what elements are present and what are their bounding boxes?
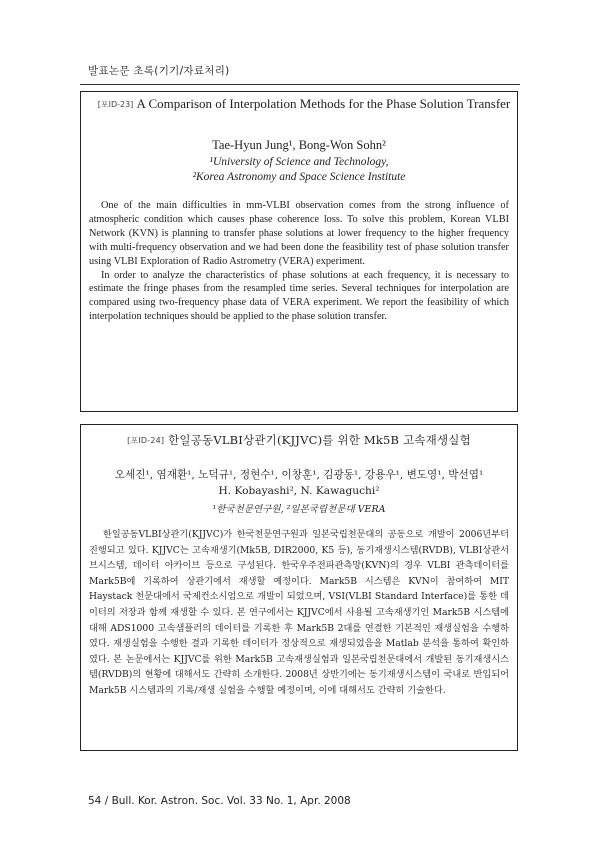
abstract-2-authors-line-2: H. Kobayashi², N. Kawaguchi²	[218, 485, 380, 497]
abstract-1-paragraph-2: In order to analyze the characteristics of phase solutions at each frequency, it is necessary to estimate the fringe phases from the resampled time series. Several techniques for interpolation are compared using two-frequency phase data of VERA experiment. We report the feasibility of which interpolation techniques should be applied to the phase solution transfer.	[89, 269, 509, 323]
abstract-2-paragraph: 한일공동VLBI상관기(KJJVC)가 한국천문연구원과 일본국립천문대의 공동으로 개발이 2006년부터 진행되고 있다. KJJVC는 고속재생기(Mk5B, DIR2000, K5 등), 동기재생시스템(RVDB), VLBI상관서브시스템, 데이터 아카이브 등으로 구성된다. 한국우주전파관측망(KVN)의 경우 VLBI 관측데이터를 Mark5B에 기록하여 상관기에서 재생할 예정이다. Mark5B 시스템은 KVN이 참여하여 MIT Haystack 천문대에서 국제컨소시엄으로 개발이 되었으며, VSI(VLBI Standard Interface)를 통한 데이터의 저장과 함께 재생할 수 있다. 본 연구에서는 KJJVC에서 사용될 고속재생기인 Mark5B 시스템에 대해 ADS1000 고속샘플러의 데이터를 기록한 후 Mark5B 2대를 연결한 기본적인 재생실험을 수행하였다. 재생실험을 수행한 결과 기록한 데이터가 정상적으로 재생되었음을 Matlab 분석을 통하여 확인하였다. 본 논문에서는 KJJVC를 위한 Mark5B 고속재생실험과 일본국립천문대에서 개발된 동기재생시스템(RVDB)의 현황에 대해서도 간략히 소개한다. 2008년 상반기에는 동기재생시스템이 국내로 반입되어 Mark5B 시스템과의 기록/재생 실험을 수행할 예정이며, 이에 대해서도 간략히 기술한다.	[89, 529, 509, 696]
abstract-2-title: 한일공동VLBI상관기(KJJVC)를 위한 Mk5B 고속재생실험	[168, 433, 471, 447]
page-footer: 54 / Bull. Kor. Astron. Soc. Vol. 33 No. 1, Apr. 2008	[88, 795, 351, 807]
abstract-1-title-block	[93, 96, 515, 113]
abstract-1-title: A Comparison of Interpolation Methods for the Phase Solution Transfer	[136, 96, 511, 111]
abstract-1-affiliations	[81, 155, 517, 185]
section-header: 발표논문 초록(기기/자료처리)	[88, 65, 230, 77]
abstract-2-body	[89, 527, 509, 699]
abstract-1-affiliation-1: ¹University of Science and Technology,	[209, 156, 389, 168]
abstract-1-affiliation-2: ²Korea Astronomy and Space Science Institute	[192, 171, 406, 183]
abstract-2-title-block	[81, 432, 517, 448]
header-rule	[80, 84, 520, 85]
abstract-1-tag: [포ID-23]	[97, 100, 134, 109]
abstract-2-authors	[83, 467, 515, 499]
abstract-1-authors: Tae-Hyun Jung¹, Bong-Won Sohn²	[212, 138, 386, 152]
abstract-1-body	[89, 199, 509, 324]
abstract-box-2	[80, 424, 518, 751]
abstract-2-authors-line-1: 오세진¹, 염재환¹, 노덕규¹, 정현수¹, 이창훈¹, 김광동¹, 강용우¹, 변도영¹, 박선엽¹	[114, 469, 484, 481]
abstract-2-tag: [포ID-24]	[127, 436, 165, 445]
abstract-1-paragraph-1: One of the main difficulties in mm-VLBI observation comes from the strong influence of atmospheric condition which causes phase coherence loss. To solve this problem, Korean VLBI Network (KVN) is planning to transfer phase solutions at lower frequency to the higher frequency with multi-frequency observation and we had been done the feasibility test of phase solution transfer using VLBI Exploration of Radio Astrometry (VERA) experiment.	[89, 200, 509, 267]
abstract-2-affiliation: ¹한국천문연구원, ²일본국립천문대 VERA	[212, 504, 386, 515]
abstract-box-1	[80, 91, 518, 412]
